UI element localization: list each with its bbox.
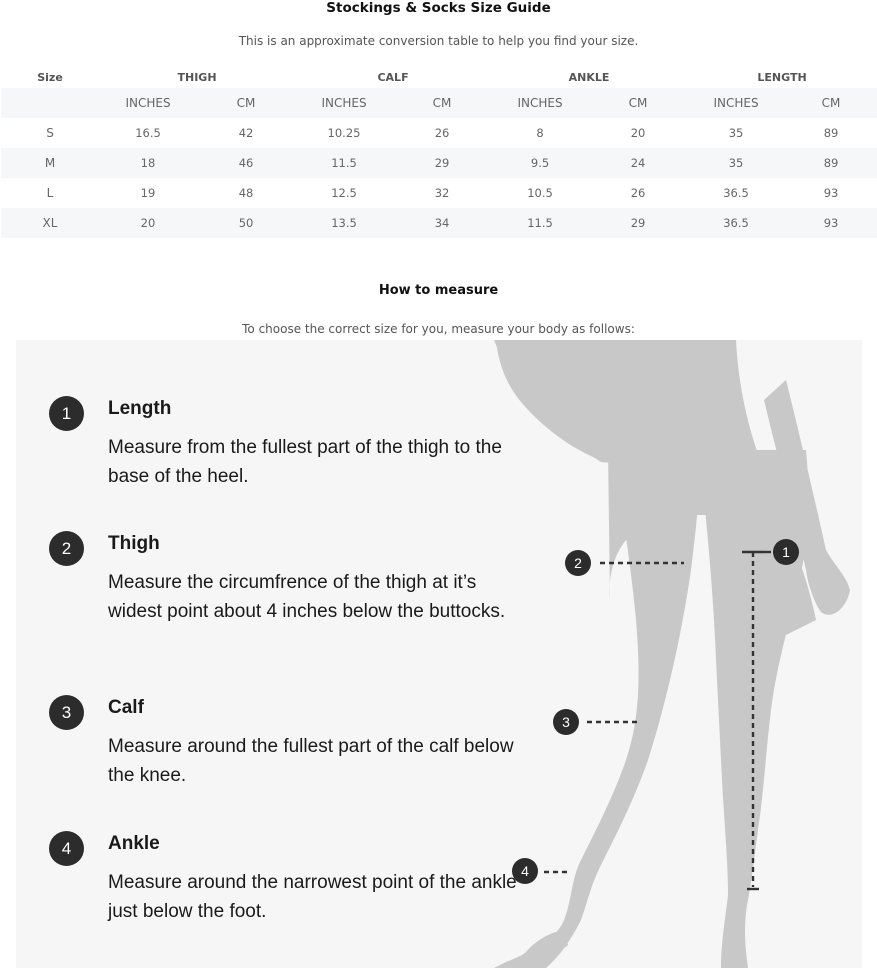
step-heading: Ankle [108,833,160,854]
table-cell: 36.5 [723,216,749,230]
size-cell: M [44,156,56,170]
step-description: Measure from the fullest part of the thigh to the base of the heel. [108,437,502,487]
table-cell: 29 [434,156,450,170]
table-row [1,118,877,148]
table-row [1,178,877,208]
table-cell: 29 [630,216,646,230]
table-cell: 89 [823,126,839,140]
step-number-badge: 4 [49,831,84,866]
measure-panel [16,340,862,968]
unit-cell: INCHES [713,96,759,110]
table-cell: 35 [728,156,744,170]
table-row [1,208,877,238]
table-cell: 93 [823,186,839,200]
how-to-measure-title: How to measure [378,283,499,298]
table-cell: 13.5 [331,216,357,230]
figure-marker-3 [553,709,579,735]
table-cell: 26 [630,186,646,200]
step-description: Measure the circumfrence of the thigh at it’s widest point about 4 inches below the buttocks. [108,572,506,622]
table-header-row [1,66,877,88]
step-number-badge: 2 [49,531,84,566]
table-cell: 10.25 [327,126,361,140]
page-subtitle: This is an approximate conversion table to help you find your size. [238,34,639,48]
figure-marker-2 [565,550,591,576]
unit-cell: CM [821,96,841,110]
marker-1-label: 1 [782,544,790,560]
unit-cell: INCHES [125,96,171,110]
size-cell: S [46,126,54,140]
table-row [1,148,877,178]
length-column-header: LENGTH [757,70,807,84]
table-cell: 20 [140,216,156,230]
step-heading: Calf [108,697,144,718]
table-cell: 20 [630,126,646,140]
unit-cell-blank [1,88,99,118]
unit-cell: CM [236,96,256,110]
step-description: Measure around the fullest part of the calf below the knee. [108,736,514,786]
table-cell: 11.5 [527,216,553,230]
figure-marker-1 [773,539,799,565]
table-cell: 48 [238,186,254,200]
step-heading: Length [108,398,172,419]
step-number-badge: 1 [49,396,84,431]
marker-2-label: 2 [574,555,582,571]
unit-cell: CM [432,96,452,110]
size-table [1,66,877,238]
step-description: Measure around the narrowest point of the ankle just below the foot. [108,872,517,922]
table-cell: 18 [140,156,156,170]
table-cell: 89 [823,156,839,170]
table-cell: 50 [238,216,254,230]
table-cell: 16.5 [135,126,161,140]
step-heading: Thigh [108,533,160,554]
marker-3-label: 3 [562,714,570,730]
size-cell: L [46,186,54,200]
table-cell: 34 [434,216,450,230]
how-to-measure-subtitle: To choose the correct size for you, measure your body as follows: [242,322,635,336]
size-cell: XL [42,216,58,230]
size-column-header: Size [37,70,63,84]
calf-column-header: CALF [377,70,409,84]
table-cell: 93 [823,216,839,230]
marker-4-label: 4 [521,863,529,879]
table-cell: 24 [630,156,646,170]
unit-cell: CM [628,96,648,110]
table-cell: 8 [536,126,544,140]
unit-cell: INCHES [517,96,563,110]
table-cell: 36.5 [723,186,749,200]
table-cell: 12.5 [331,186,357,200]
table-cell: 35 [728,126,744,140]
table-cell: 42 [238,126,254,140]
table-cell: 10.5 [527,186,553,200]
table-cell: 9.5 [530,156,550,170]
table-cell: 19 [140,186,156,200]
unit-cell: INCHES [321,96,367,110]
table-cell: 26 [434,126,450,140]
table-cell: 11.5 [331,156,357,170]
ankle-column-header: ANKLE [568,70,610,84]
step-number-badge: 3 [49,695,84,730]
page-title: Stockings & Socks Size Guide [326,0,551,16]
table-cell: 32 [434,186,450,200]
unit-row [1,88,877,118]
thigh-column-header: THIGH [177,70,217,84]
leg-silhouette [494,340,850,968]
table-cell: 46 [238,156,254,170]
